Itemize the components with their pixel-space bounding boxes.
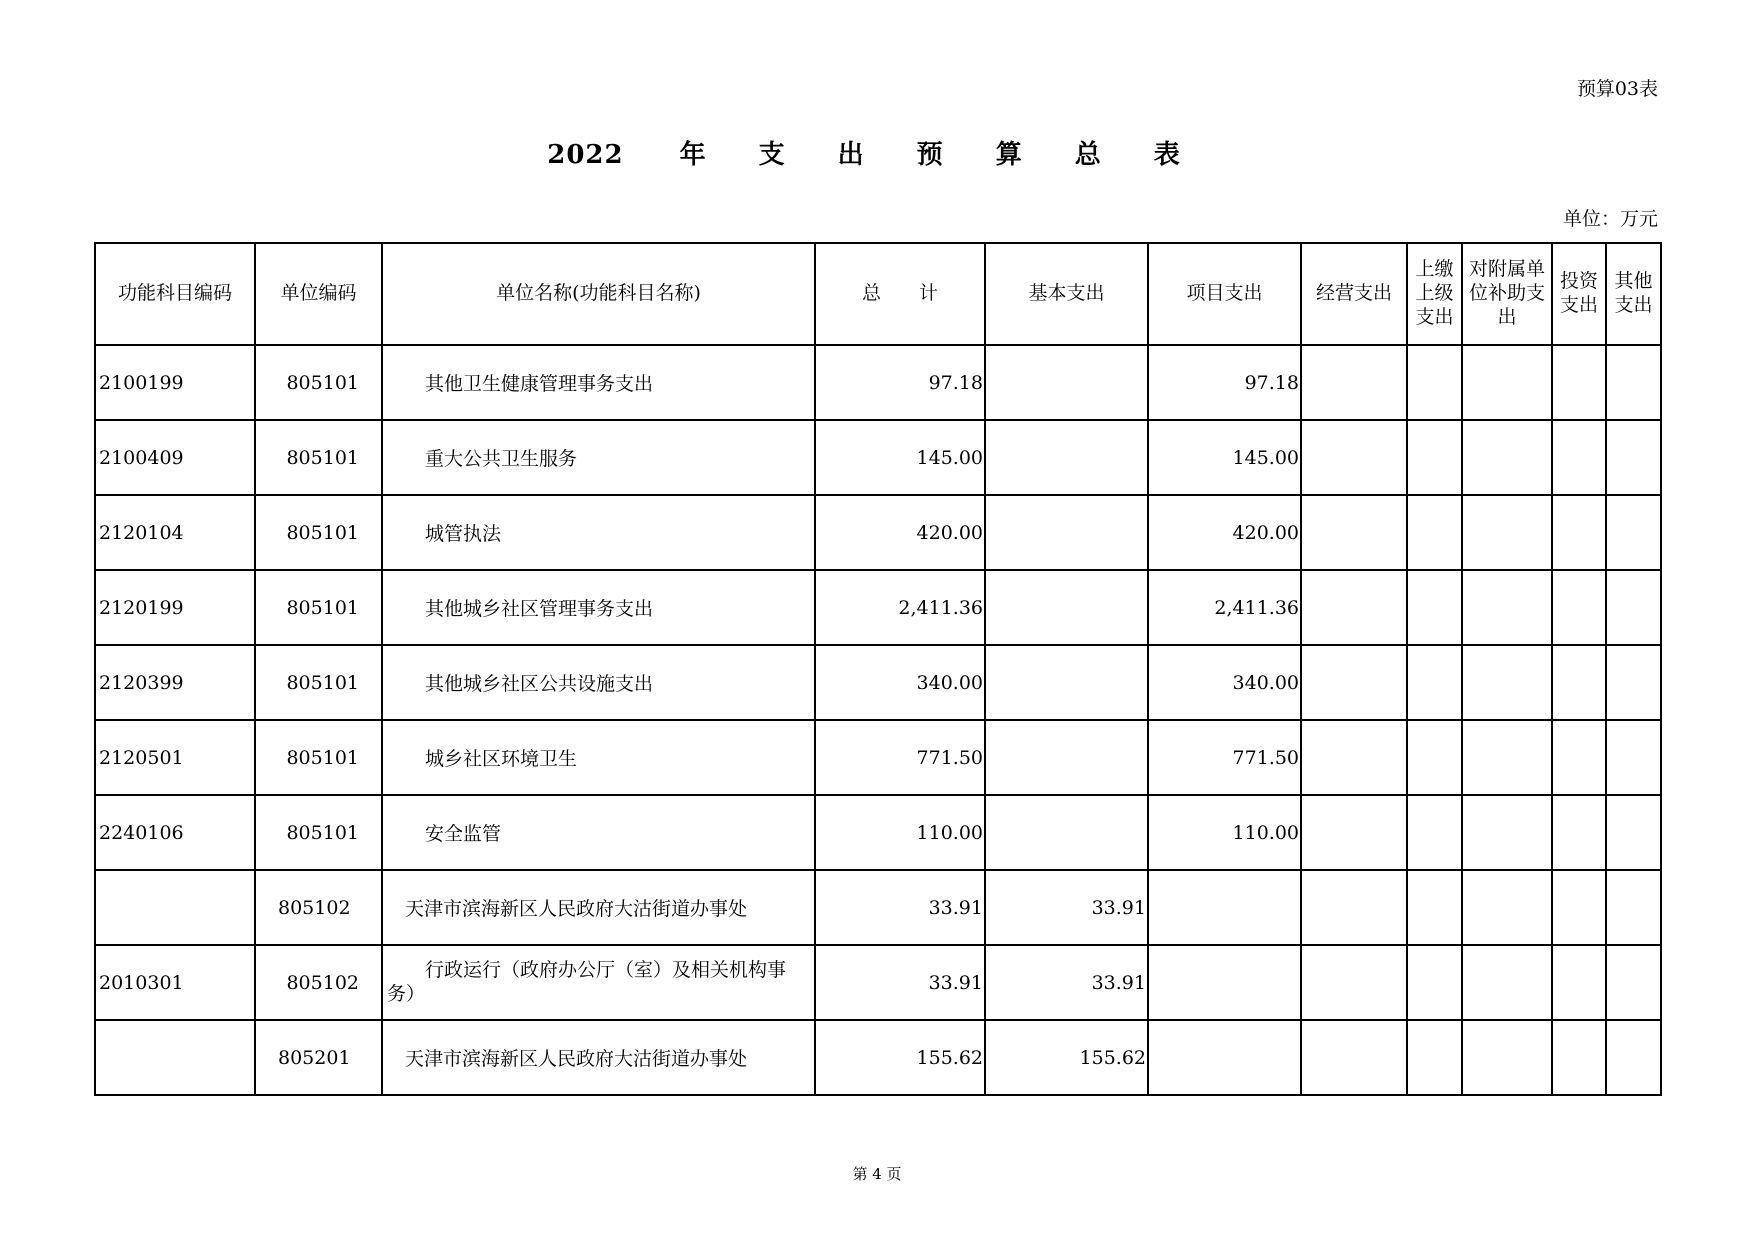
cell-func-code: 2120199 <box>95 570 255 645</box>
title-char: 年 <box>679 140 707 170</box>
cell-unit-name: 其他卫生健康管理事务支出 <box>382 345 815 420</box>
cell-remit <box>1407 870 1462 945</box>
cell-operating <box>1301 495 1407 570</box>
cell-basic: 33.91 <box>985 870 1148 945</box>
page-title <box>0 134 1754 171</box>
cell-basic: 33.91 <box>985 945 1148 1020</box>
cell-remit <box>1407 945 1462 1020</box>
cell-unit-name: 行政运行（政府办公厅（室）及相关机构事务） <box>382 945 815 1020</box>
cell-unit-code: 805101 <box>255 495 382 570</box>
table-row <box>95 495 1661 570</box>
cell-subsidy <box>1462 570 1552 645</box>
cell-subsidy <box>1462 420 1552 495</box>
cell-project: 2,411.36 <box>1148 570 1301 645</box>
header-basic: 基本支出 <box>985 243 1148 345</box>
cell-unit-code: 805101 <box>255 645 382 720</box>
cell-func-code: 2010301 <box>95 945 255 1020</box>
header-unit-code: 单位编码 <box>255 243 382 345</box>
cell-subsidy <box>1462 945 1552 1020</box>
cell-other <box>1606 645 1661 720</box>
cell-other <box>1606 570 1661 645</box>
cell-unit-name: 安全监管 <box>382 795 815 870</box>
cell-basic <box>985 795 1148 870</box>
title-char: 总 <box>1074 140 1102 170</box>
table-row <box>95 945 1661 1020</box>
cell-project <box>1148 1020 1301 1095</box>
cell-other <box>1606 870 1661 945</box>
cell-other <box>1606 795 1661 870</box>
cell-operating <box>1301 645 1407 720</box>
table-row <box>95 420 1661 495</box>
header-unit-name: 单位名称(功能科目名称) <box>382 243 815 345</box>
cell-func-code <box>95 1020 255 1095</box>
header-operating: 经营支出 <box>1301 243 1407 345</box>
cell-operating <box>1301 345 1407 420</box>
cell-operating <box>1301 420 1407 495</box>
cell-invest <box>1552 495 1606 570</box>
page-number: 第 4 页 <box>852 1165 902 1183</box>
cell-project <box>1148 945 1301 1020</box>
cell-total: 145.00 <box>815 420 985 495</box>
cell-remit <box>1407 645 1462 720</box>
cell-unit-code: 805102 <box>255 945 382 1020</box>
cell-operating <box>1301 795 1407 870</box>
cell-other <box>1606 1020 1661 1095</box>
cell-unit-name: 其他城乡社区公共设施支出 <box>382 645 815 720</box>
header-func-code: 功能科目编码 <box>95 243 255 345</box>
cell-remit <box>1407 420 1462 495</box>
cell-total: 33.91 <box>815 945 985 1020</box>
table-row <box>95 645 1661 720</box>
cell-basic <box>985 645 1148 720</box>
cell-total: 33.91 <box>815 870 985 945</box>
cell-invest <box>1552 795 1606 870</box>
cell-invest <box>1552 720 1606 795</box>
cell-remit <box>1407 720 1462 795</box>
table-header-row <box>95 243 1661 345</box>
cell-invest <box>1552 945 1606 1020</box>
cell-operating <box>1301 720 1407 795</box>
cell-subsidy <box>1462 645 1552 720</box>
cell-basic <box>985 495 1148 570</box>
cell-remit <box>1407 570 1462 645</box>
cell-other <box>1606 945 1661 1020</box>
cell-invest <box>1552 345 1606 420</box>
cell-subsidy <box>1462 1020 1552 1095</box>
cell-total: 97.18 <box>815 345 985 420</box>
cell-project: 340.00 <box>1148 645 1301 720</box>
table-row <box>95 570 1661 645</box>
table-row <box>95 795 1661 870</box>
table-row <box>95 720 1661 795</box>
cell-func-code: 2100409 <box>95 420 255 495</box>
cell-unit-code: 805102 <box>255 870 382 945</box>
cell-unit-code: 805101 <box>255 720 382 795</box>
cell-other <box>1606 720 1661 795</box>
cell-basic <box>985 570 1148 645</box>
cell-total: 2,411.36 <box>815 570 985 645</box>
cell-func-code: 2120501 <box>95 720 255 795</box>
cell-basic <box>985 720 1148 795</box>
cell-unit-name: 重大公共卫生服务 <box>382 420 815 495</box>
cell-subsidy <box>1462 795 1552 870</box>
cell-subsidy <box>1462 345 1552 420</box>
cell-invest <box>1552 645 1606 720</box>
cell-basic <box>985 420 1148 495</box>
cell-remit <box>1407 345 1462 420</box>
cell-unit-code: 805101 <box>255 420 382 495</box>
cell-unit-code: 805201 <box>255 1020 382 1095</box>
cell-subsidy <box>1462 495 1552 570</box>
title-year: 2022 <box>547 140 624 170</box>
cell-remit <box>1407 795 1462 870</box>
cell-invest <box>1552 870 1606 945</box>
header-total: 总 计 <box>815 243 985 345</box>
header-other: 其他支出 <box>1606 243 1661 345</box>
header-invest: 投资支出 <box>1552 243 1606 345</box>
cell-total: 110.00 <box>815 795 985 870</box>
cell-operating <box>1301 870 1407 945</box>
title-char: 出 <box>837 140 865 170</box>
cell-subsidy <box>1462 720 1552 795</box>
table-row <box>95 345 1661 420</box>
cell-invest <box>1552 1020 1606 1095</box>
cell-remit <box>1407 495 1462 570</box>
cell-operating <box>1301 1020 1407 1095</box>
title-char: 表 <box>1153 140 1181 170</box>
cell-unit-code: 805101 <box>255 345 382 420</box>
cell-invest <box>1552 420 1606 495</box>
cell-func-code: 2120104 <box>95 495 255 570</box>
cell-operating <box>1301 570 1407 645</box>
cell-basic <box>985 345 1148 420</box>
cell-func-code: 2100199 <box>95 345 255 420</box>
cell-func-code <box>95 870 255 945</box>
cell-total: 155.62 <box>815 1020 985 1095</box>
cell-func-code: 2240106 <box>95 795 255 870</box>
cell-subsidy <box>1462 870 1552 945</box>
header-subsidy: 对附属单位补助支出 <box>1462 243 1552 345</box>
title-char: 预 <box>916 140 944 170</box>
table-row <box>95 870 1661 945</box>
cell-func-code: 2120399 <box>95 645 255 720</box>
cell-invest <box>1552 570 1606 645</box>
budget-table <box>94 242 1662 1096</box>
cell-unit-name: 城乡社区环境卫生 <box>382 720 815 795</box>
cell-operating <box>1301 945 1407 1020</box>
cell-unit-code: 805101 <box>255 795 382 870</box>
cell-project: 771.50 <box>1148 720 1301 795</box>
cell-unit-code: 805101 <box>255 570 382 645</box>
cell-unit-name: 天津市滨海新区人民政府大沽街道办事处 <box>382 1020 815 1095</box>
header-remit: 上缴上级支出 <box>1407 243 1462 345</box>
unit-label: 单位：万元 <box>1562 208 1658 230</box>
cell-other <box>1606 495 1661 570</box>
cell-project: 110.00 <box>1148 795 1301 870</box>
cell-other <box>1606 345 1661 420</box>
cell-total: 420.00 <box>815 495 985 570</box>
table-row <box>95 1020 1661 1095</box>
cell-project: 145.00 <box>1148 420 1301 495</box>
cell-remit <box>1407 1020 1462 1095</box>
cell-project: 97.18 <box>1148 345 1301 420</box>
cell-project: 420.00 <box>1148 495 1301 570</box>
cell-total: 771.50 <box>815 720 985 795</box>
cell-total: 340.00 <box>815 645 985 720</box>
title-char: 支 <box>758 140 786 170</box>
cell-other <box>1606 420 1661 495</box>
cell-unit-name: 天津市滨海新区人民政府大沽街道办事处 <box>382 870 815 945</box>
cell-unit-name: 其他城乡社区管理事务支出 <box>382 570 815 645</box>
cell-unit-name: 城管执法 <box>382 495 815 570</box>
title-char: 算 <box>995 140 1023 170</box>
header-project: 项目支出 <box>1148 243 1301 345</box>
form-id-label: 预算03表 <box>1576 78 1658 100</box>
cell-project <box>1148 870 1301 945</box>
cell-basic: 155.62 <box>985 1020 1148 1095</box>
